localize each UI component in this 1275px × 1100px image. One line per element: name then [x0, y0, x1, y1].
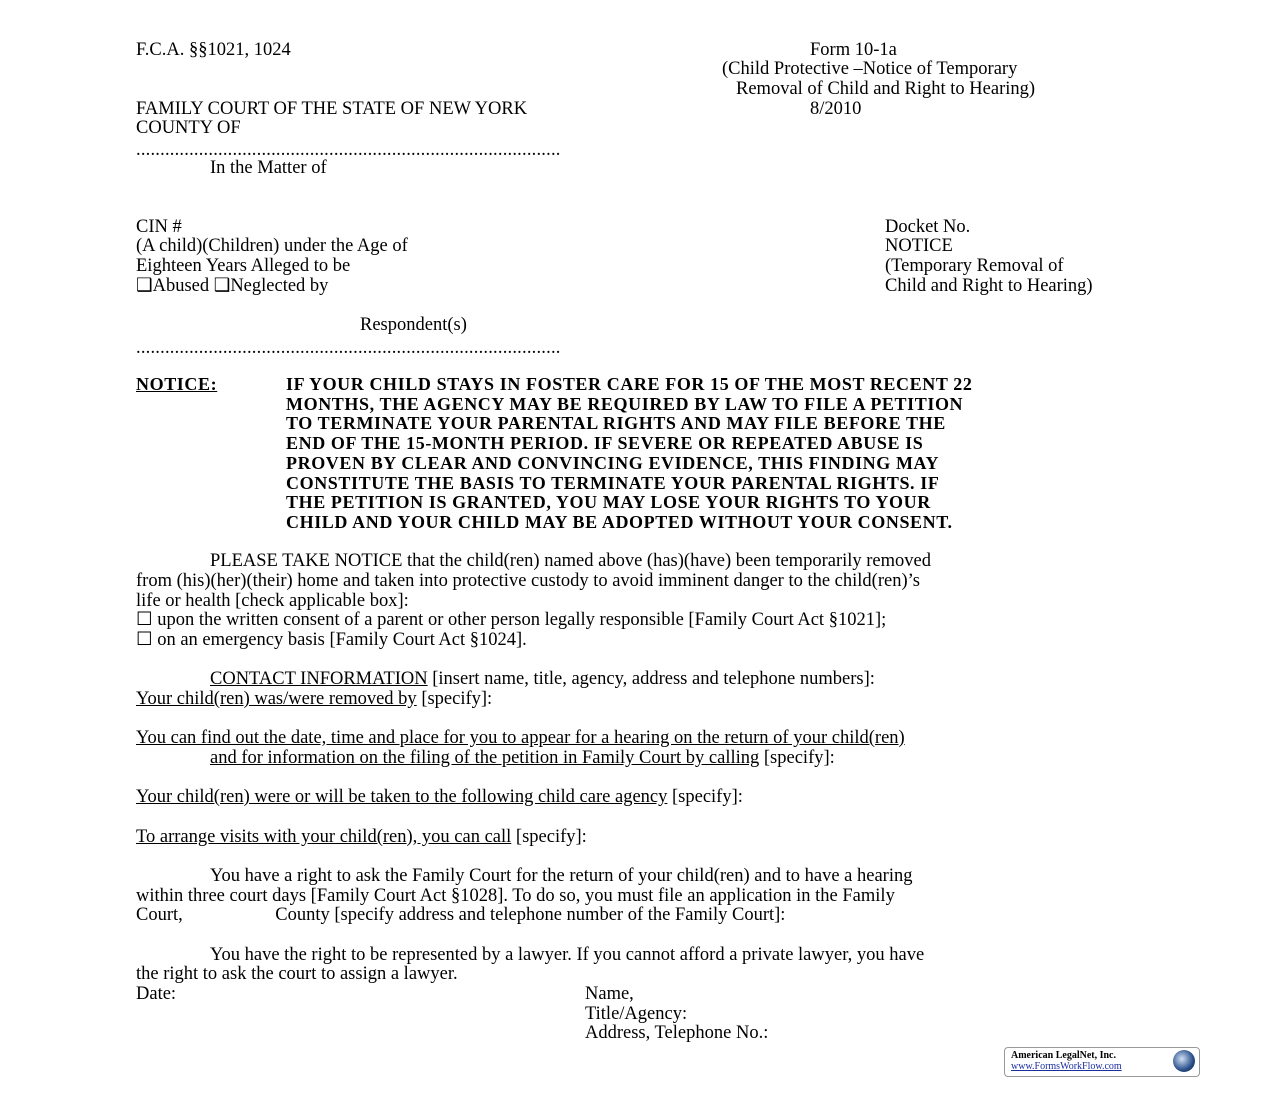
county: COUNTY OF [136, 118, 241, 138]
body-line: the right to ask the court to assign a lawyer. [136, 964, 458, 984]
body-line: within three court days [Family Court Act §1028]. To do so, you must file an application in the Family [136, 886, 895, 906]
title-agency-label: Title/Agency: [585, 1004, 688, 1024]
notice-label: NOTICE: [136, 374, 218, 394]
notice-line: THE PETITION IS GRANTED, YOU MAY LOSE YOUR RIGHTS TO YOUR [286, 492, 931, 512]
notice-line: END OF THE 15-MONTH PERIOD. IF SEVERE OR REPEATED ABUSE IS [286, 433, 924, 453]
notice-subtitle-2: Child and Right to Hearing) [885, 276, 1093, 296]
notice-subtitle-1: (Temporary Removal of [885, 256, 1064, 276]
body-line: PLEASE TAKE NOTICE that the child(ren) named above (has)(have) been temporarily removed [210, 551, 931, 571]
agency-line [136, 787, 743, 807]
form-title-1: (Child Protective –Notice of Temporary [722, 59, 1018, 79]
body-line: You have the right to be represented by a lawyer. If you cannot afford a private lawyer, you have [210, 945, 925, 965]
contact-info-line [210, 669, 875, 689]
body-line: Court, County [specify address and telephone number of the Family Court]: [136, 905, 786, 925]
contact-instructions: [insert name, title, agency, address and telephone numbers]: [427, 669, 875, 689]
notice-line: MONTHS, THE AGENCY MAY BE REQUIRED BY LAW TO FILE A PETITION [286, 394, 964, 414]
form-title-2: Removal of Child and Right to Hearing) [736, 79, 1036, 99]
matter-label: In the Matter of [210, 158, 327, 178]
specify-label: [specify]: [759, 748, 835, 768]
body-line: life or health [check applicable box]: [136, 591, 409, 611]
form-number: Form 10-1a [810, 40, 897, 60]
legalnet-logo[interactable] [1004, 1047, 1200, 1077]
date-label: Date: [136, 984, 177, 1004]
visits-label: To arrange visits with your child(ren), you can call [136, 827, 512, 847]
docket-label: Docket No. [885, 217, 971, 237]
specify-label: [specify]: [667, 787, 743, 807]
emergency-checkbox-line: ☐ on an emergency basis [Family Court Act §1024]. [136, 630, 527, 650]
hearing-line-2 [210, 748, 835, 768]
name-label: Name, [585, 984, 634, 1004]
agency-label: Your child(ren) were or will be taken to the following child care agency [136, 787, 668, 807]
caption-line-1: (A child)(Children) under the Age of [136, 236, 408, 256]
court-name: FAMILY COURT OF THE STATE OF NEW YORK [136, 99, 528, 119]
divider-dots: ........................................................................................ [136, 338, 561, 358]
statute: F.C.A. §§1021, 1024 [136, 40, 291, 60]
body-line: You have a right to ask the Family Court for the return of your child(ren) and to have a hearing [210, 866, 913, 886]
notice-line: CHILD AND YOUR CHILD MAY BE ADOPTED WITHOUT YOUR CONSENT. [286, 512, 953, 532]
removed-by-label: Your child(ren) was/were removed by [136, 689, 417, 709]
caption-line-3: ❑Abused ❑Neglected by [136, 276, 329, 296]
respondent-label: Respondent(s) [360, 315, 467, 335]
notice-line: PROVEN BY CLEAR AND CONVINCING EVIDENCE, THIS FINDING MAY [286, 453, 940, 473]
notice-line: TO TERMINATE YOUR PARENTAL RIGHTS AND MAY FILE BEFORE THE [286, 413, 946, 433]
divider-dots: ........................................................................................ [136, 140, 561, 160]
notice-line: CONSTITUTE THE BASIS TO TERMINATE YOUR PARENTAL RIGHTS. IF [286, 473, 940, 493]
notice-line: IF YOUR CHILD STAYS IN FOSTER CARE FOR 15 OF THE MOST RECENT 22 [286, 374, 973, 394]
cin-label: CIN # [136, 217, 182, 237]
contact-heading: CONTACT INFORMATION [210, 669, 428, 689]
form-date: 8/2010 [810, 99, 862, 119]
specify-label: [specify]: [511, 827, 587, 847]
body-line: from (his)(her)(their) home and taken into protective custody to avoid imminent danger to the child(ren)’s [136, 571, 920, 591]
hearing-label: and for information on the filing of the petition in Family Court by calling [210, 748, 760, 768]
logo-company: American LegalNet, Inc. [1011, 1050, 1116, 1061]
logo-url-link[interactable]: www.FormsWorkFlow.com [1011, 1061, 1122, 1072]
notice-title: NOTICE [885, 236, 953, 256]
specify-label: [specify]: [416, 689, 493, 709]
removed-by-line [136, 689, 492, 709]
globe-icon [1173, 1050, 1195, 1072]
address-phone-label: Address, Telephone No.: [585, 1023, 769, 1043]
consent-checkbox-line: ☐ upon the written consent of a parent or other person legally responsible [Family Court Act §1021]; [136, 610, 887, 630]
visits-line [136, 827, 587, 847]
hearing-line-1: You can find out the date, time and place for you to appear for a hearing on the return of your child(ren) [136, 728, 905, 748]
caption-line-2: Eighteen Years Alleged to be [136, 256, 351, 276]
